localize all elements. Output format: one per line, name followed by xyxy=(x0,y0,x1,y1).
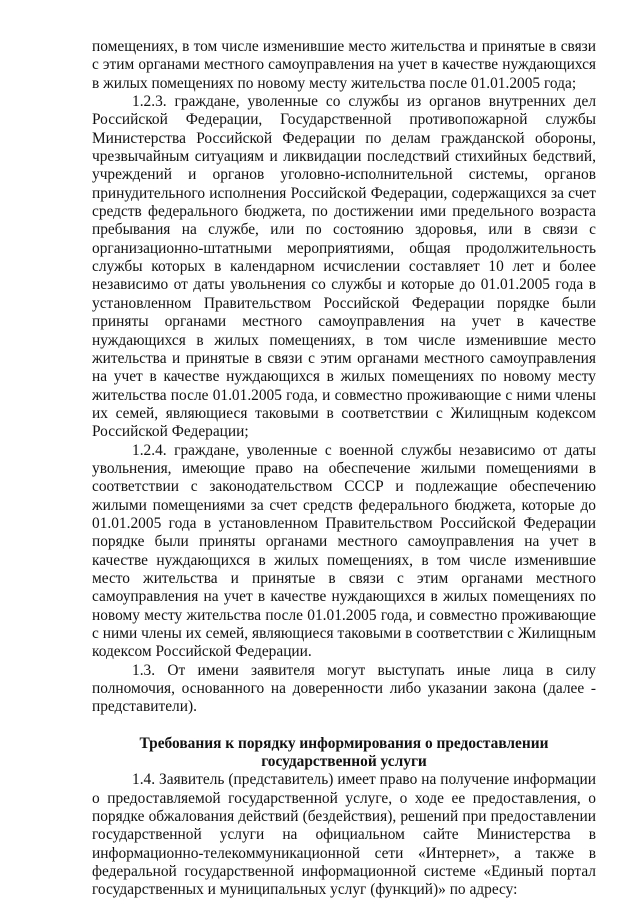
paragraph-1-3: 1.3. От имени заявителя могут выступать иные лица в силу полномочия, основанного на доверенности либо указании закона (далее - представители). xyxy=(92,661,596,716)
paragraph-continuation: помещениях, в том числе изменившие место жительства и принятые в связи с этим органами местного самоуправления на учет в качестве нуждающихся в жилых помещениях по новому месту жительства после 01.01.2005 года; xyxy=(92,38,596,92)
section-heading: Требования к порядку информирования о предоставлении государственной услуги xyxy=(139,734,549,771)
paragraph-1-2-4: 1.2.4. граждане, уволенные с военной службы независимо от даты увольнения, имеющие право на обеспечение жилыми помещениями в соответствии с законодательством СССР и подлежащие обеспечению жилыми помещениями за счет средств федерального бюджета, которые до 01.01.2005 года в установленном Правительством Российской Федерации порядке были приняты органами местного самоуправления на учет в качестве нуждающихся в жилых помещениях, в том числе изменившие место жительства и принятые в связи с этим органами местного самоуправления на учет в качестве нуждающихся в жилых помещениях по новому месту жительства после 01.01.2005 года, и совместно проживающие с ними члены их семей, являющиеся таковыми в соответствии с Жилищным кодексом Российской Федерации. xyxy=(92,441,596,661)
paragraph-1-2-3: 1.2.3. граждане, уволенные со службы из органов внутренних дел Российской Федерации, Государственной противопожарной службы Министерства Российской Федерации по делам гражданской обороны, чрезвычайным ситуациям и ликвидации последствий стихийных бедствий, учреждений и органов уголовно-исполнительной системы, органов принудительного исполнения Российской Федерации, содержащихся за счет средств федерального бюджета, по достижении ими предельного возраста пребывания на службе, или по состоянию здоровья, или в связи с организационно-штатными мероприятиями, общая продолжительность службы которых в календарном исчислении составляет 10 лет и более независимо от даты увольнения со службы и которые до 01.01.2005 года в установленном Правительством Российской Федерации порядке были приняты органами местного самоуправления на учет в качестве нуждающихся в жилых помещениях, в том числе изменившие место жительства и принятые в связи с этим органами местного самоуправления на учет в качестве нуждающихся в жилых помещениях по новому месту жительства после 01.01.2005 года, и совместно проживающие с ними члены их семей, являющиеся таковыми в соответствии с Жилищным кодексом Российской Федерации; xyxy=(92,93,596,441)
paragraph-1-4: 1.4. Заявитель (представитель) имеет право на получение информации о предоставляемой государственной услуге, о ходе ее предоставления, о порядке обжалования действий (бездействия), решений при предоставлении государственной услуги на официальном сайте Министерства в информационно-телекоммуникационной сети «Интернет», а также в федеральной государственной информационной системе «Единый портал государственных и муниципальных услуг (функций)» по адресу: xyxy=(92,771,596,899)
